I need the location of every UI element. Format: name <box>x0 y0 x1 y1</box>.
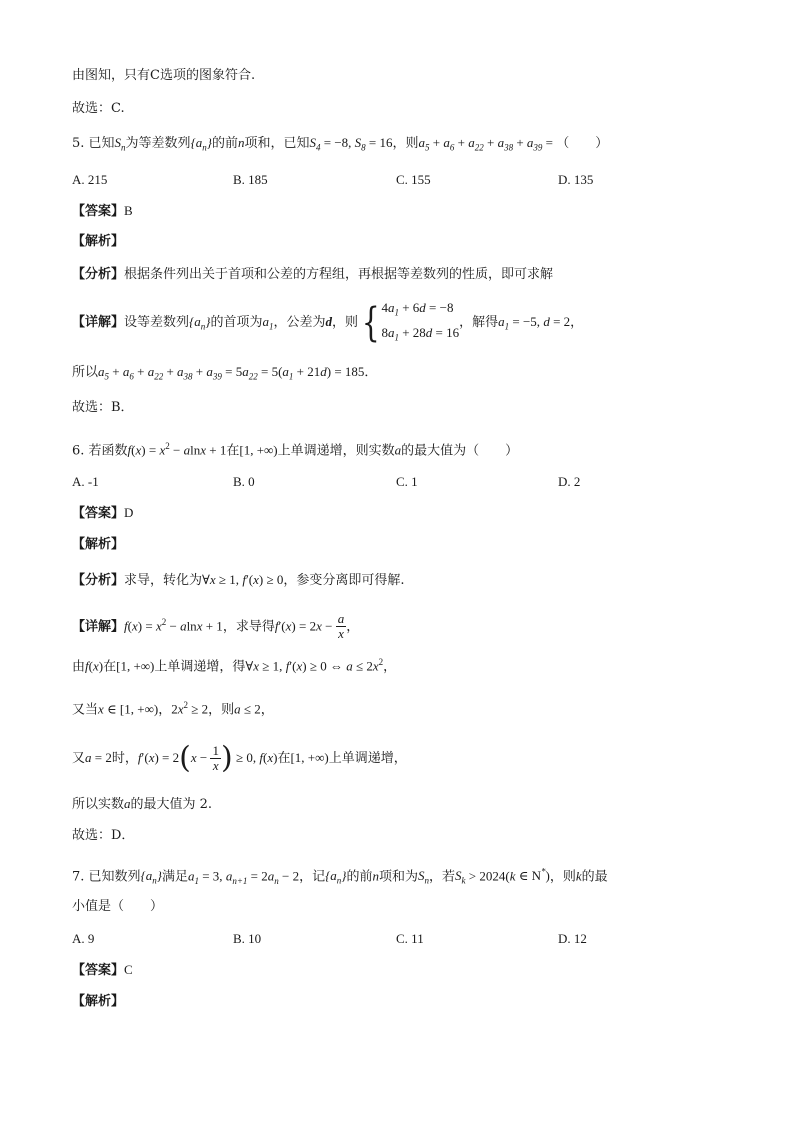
q6-option-a: A. -1 <box>72 474 99 489</box>
q5-fenxi: 【分析】根据条件列出关于首项和公差的方程组，再根据等差数列的性质，即可求解 <box>72 267 554 282</box>
q7-analysis-label: 【解析】 <box>72 994 125 1009</box>
q6-conclusion: 故选：D． <box>72 828 135 843</box>
q6-line-5: 所以实数a的最大值为 2. <box>72 796 213 812</box>
q6-answer: 【答案】D <box>72 505 134 521</box>
q6-analysis-label: 【解析】 <box>72 537 125 552</box>
q5-sum-line: 所以$a_5 + a_6 + a_{22} + a_{38} + a_{39} = 5a_{22} = 5(a_1 + 21d) = 185$． <box>72 364 378 382</box>
q6-line-2: 由f(x)在[1, +∞)上单调递增，得∀x ≥ 1, f′(x) ≥ 0 ⇔ $a \le 2x^2$， <box>72 657 397 675</box>
q6-stem: 6. 若函数$f(x) = x^2 - alnx + 1$在[1, +∞)上单调递增，则实数a的最大值为（ ） <box>72 441 519 459</box>
q5-option-b: B. 185 <box>233 172 268 187</box>
q7-option-c: C. 11 <box>396 931 424 946</box>
q7-option-a: A. 9 <box>72 931 95 946</box>
q5-stem: 5. 已知$S_n$为等差数列$\{a_n\}$的前n项和，已知$S_4 = -8$, $S_8 = 16$，则$a_5 + a_6 + a_{22} + a_{38} + a_{39}$ = （ ） <box>72 135 609 153</box>
q7-answer: 【答案】C <box>72 962 133 978</box>
q5-detail: 【详解】设等差数列$\{a_n\}$的首项为$a_1$，公差为d，则{ $4a_1 + 6d = -8$ $8a_1 + 28d = 16$，解得$a_1 = -5$, d = 2， <box>72 299 584 346</box>
q5-analysis-label: 【解析】 <box>72 234 125 249</box>
q5-conclusion: 故选：B． <box>72 400 134 415</box>
q5-option-a: A. 215 <box>72 172 108 187</box>
intro-line-2: 故选：C. <box>72 101 125 116</box>
q5-option-c: C. 155 <box>396 172 431 187</box>
q6-detail: 【详解】$f(x) = x^2 - alnx + 1$，求导得f′(x) = 2x − $\frac{a}{x}$ ， <box>72 611 360 642</box>
q7-stem: 7. 已知数列$\{a_n\}$满足$a_1 = 3$, $a_{n+1} = 2a_n - 2$，记$\{a_n\}$的前n项和为$S_n$，若$S_k > 2024(k$ ∈ N*)，则k的最 <box>72 867 608 886</box>
q7-option-d: D. 12 <box>558 931 587 946</box>
q7-option-b: B. 10 <box>233 931 262 946</box>
q6-fenxi: 【分析】求导，转化为∀x ≥ 1, f′(x) ≥ 0，参变分离即可得解. <box>72 572 405 588</box>
q6-option-d: D. 2 <box>558 474 581 489</box>
q6-line-3: 又当x ∈ [1, +∞)，$2x^2 \ge 2$，则a ≤ 2， <box>72 700 274 718</box>
q6-line-4: 又a = 2时，f′(x) = 2(x − $\frac{1}{x}$ ) ≥ 0, f(x)在[1, +∞)上单调递增， <box>72 740 407 776</box>
intro-line-1: 由图知，只有C选项的图象符合. <box>72 68 256 83</box>
q7-stem-line-2: 小值是（ ） <box>72 899 164 914</box>
q5-option-d: D. 135 <box>558 172 594 187</box>
q5-answer: 【答案】B <box>72 203 133 219</box>
q6-option-c: C. 1 <box>396 474 418 489</box>
q6-option-b: B. 0 <box>233 474 255 489</box>
